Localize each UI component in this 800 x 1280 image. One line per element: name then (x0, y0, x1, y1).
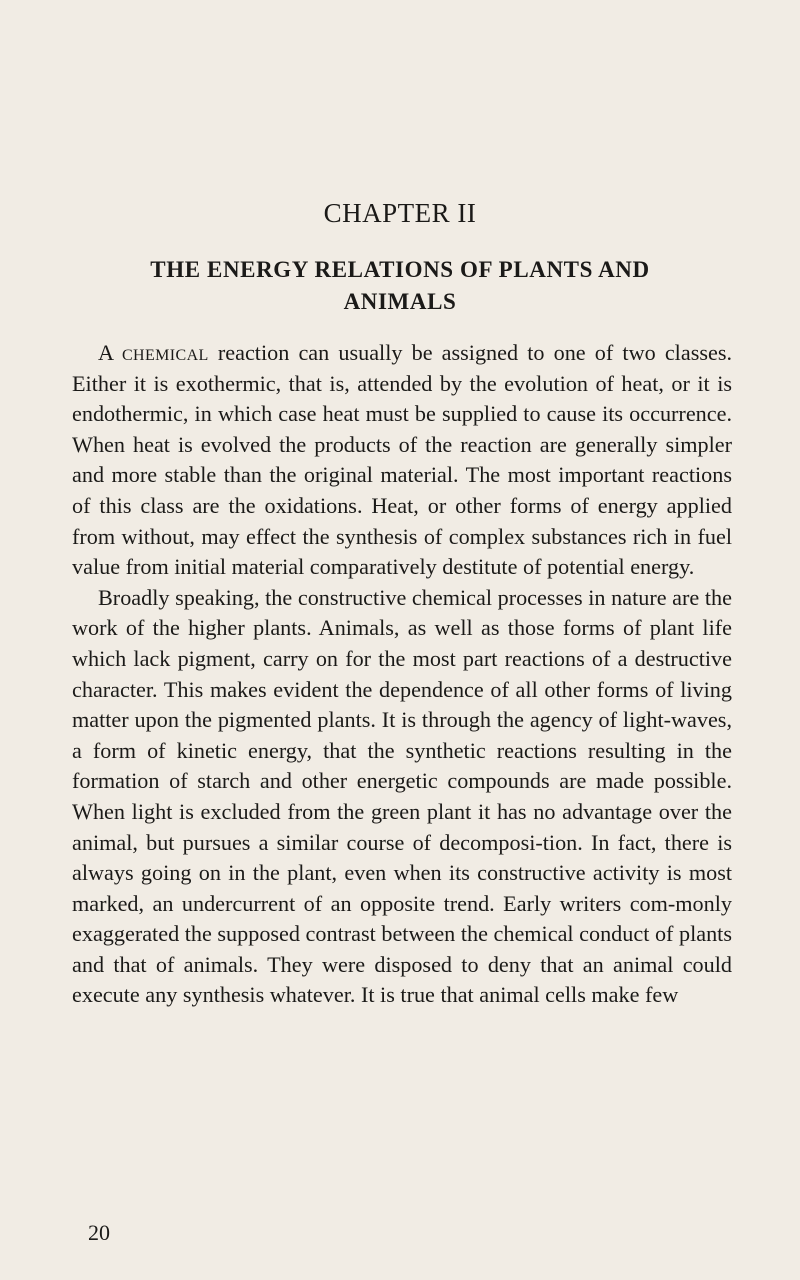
page-number: 20 (88, 1220, 110, 1245)
chapter-label: CHAPTER II (323, 198, 477, 228)
body-text (72, 338, 732, 1011)
paragraph-1-text: reaction can usually be assigned to one of two classes. Either it is exothermic, that is, attended by the evolution of heat, or it is endothermic, in which case heat must be supplied to cause its occurrence. When heat is evolved the products of the reaction are generally simpler and more stable than the original material. The most important reactions of this class are the oxidations. Heat, or other forms of energy applied from without, may effect the synthesis of complex substances rich in fuel value from initial material comparatively destitute of potential energy. (72, 340, 732, 580)
chapter-title: THE ENERGY RELATIONS OF PLANTS AND ANIMALS (150, 257, 650, 314)
paragraph-2: Broadly speaking, the constructive chemical processes in nature are the work of the higher plants. Animals, as well as those forms of plant life which lack pigment, carry on for the most part reactions of a destructive character. This makes evident the dependence of all other forms of living matter upon the pigmented plants. It is through the agency of light-waves, a form of kinetic energy, that the synthetic reactions resulting in the formation of starch and other energetic compounds are made possible. When light is excluded from the green plant it has no advantage over the animal, but pursues a similar course of decomposi-tion. In fact, there is always going on in the plant, even when its constructive activity is most marked, an undercurrent of an opposite trend. Early writers com-monly exaggerated the supposed contrast between the chemical conduct of plants and that of animals. They were disposed to deny that an animal could execute any synthesis whatever. It is true that animal cells make few (72, 584, 732, 1008)
lead-word: A (98, 340, 113, 365)
lead-smallcaps: chemical (121, 340, 209, 365)
paragraph-1 (72, 338, 732, 583)
